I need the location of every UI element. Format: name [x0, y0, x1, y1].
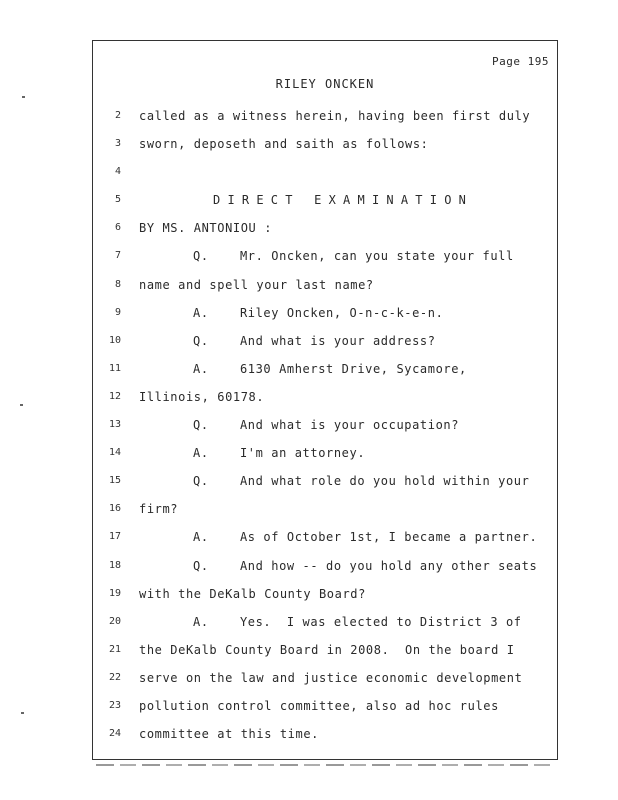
line-number: 16: [108, 503, 121, 515]
line-text: A. As of October 1st, I became a partner.: [193, 530, 538, 545]
line-text: pollution control committee, also ad hoc rules: [139, 698, 499, 713]
line-text: sworn, deposeth and saith as follows:: [139, 137, 429, 152]
line-text: Q. And what is your address?: [193, 333, 436, 348]
transcript-line: [93, 467, 559, 495]
line-number: 17: [108, 531, 121, 543]
transcript-line: [93, 608, 559, 636]
line-text: A. 6130 Amherst Drive, Sycamore,: [193, 361, 467, 376]
scan-artifact: [22, 96, 25, 98]
transcript-line: [93, 580, 559, 608]
line-number: 12: [108, 390, 121, 402]
line-text: name and spell your last name?: [139, 277, 374, 292]
line-number: 2: [114, 110, 121, 121]
line-number: 15: [108, 475, 121, 487]
transcript-line: [93, 355, 559, 383]
transcript-line: [93, 383, 559, 411]
line-number: 5: [114, 194, 121, 206]
line-text: Q. And what is your occupation?: [193, 418, 460, 433]
line-text: A. Yes. I was elected to District 3 of: [193, 614, 522, 629]
transcript-line: [93, 636, 559, 664]
line-text: called as a witness herein, having been first duly: [139, 109, 531, 123]
line-text: A. I'm an attorney.: [193, 446, 366, 461]
transcript-line: [93, 214, 559, 242]
transcript-line: [93, 439, 559, 467]
line-text: Q. And how -- do you hold any other seats: [193, 558, 538, 573]
line-number: 6: [114, 222, 121, 234]
line-text: Q. Mr. Oncken, can you state your full: [193, 249, 514, 264]
transcript-line: [93, 664, 559, 692]
transcript-line: [93, 523, 559, 551]
scan-artifact: [21, 712, 24, 714]
line-text: the DeKalb County Board in 2008. On the board I: [139, 642, 515, 657]
page-number: Page 195: [492, 55, 549, 68]
transcript-line: [93, 242, 559, 270]
line-number: 19: [108, 587, 121, 599]
witness-header: RILEY ONCKEN: [275, 77, 375, 91]
line-number: 11: [108, 362, 121, 374]
transcript-line: [93, 327, 559, 355]
transcript-line: [93, 692, 559, 720]
line-number: 9: [114, 306, 121, 318]
line-number: 21: [108, 643, 121, 655]
line-text: D I R E C T E X A M I N A T I O N: [213, 193, 466, 208]
bottom-scan-rule: [96, 764, 556, 766]
transcript-line: [93, 299, 559, 327]
line-number: 3: [114, 138, 121, 150]
line-number: 20: [108, 615, 121, 627]
transcript-lines: [93, 102, 559, 748]
line-number: 18: [108, 559, 121, 571]
line-text: committee at this time.: [139, 727, 319, 742]
transcript-line: [93, 186, 559, 214]
transcript-line: [93, 271, 559, 299]
line-number: 4: [114, 166, 121, 178]
transcript-line: [93, 158, 559, 186]
line-number: 22: [108, 671, 121, 683]
line-text: Illinois, 60178.: [139, 389, 265, 404]
line-text: firm?: [139, 502, 179, 517]
scan-artifact: [20, 404, 23, 406]
line-text: serve on the law and justice economic development: [139, 670, 523, 685]
line-number: 13: [108, 419, 121, 431]
line-text: A. Riley Oncken, O-n-c-k-e-n.: [193, 305, 444, 320]
line-text: BY MS. ANTONIOU :: [139, 221, 273, 236]
transcript-line: [93, 495, 559, 523]
transcript-line: [93, 411, 559, 439]
line-number: 24: [108, 728, 121, 740]
line-number: 10: [108, 334, 121, 346]
transcript-line: [93, 130, 559, 158]
line-number: 14: [108, 447, 121, 459]
line-number: 7: [114, 250, 121, 262]
transcript-page: [92, 40, 558, 760]
line-text: with the DeKalb County Board?: [139, 586, 366, 601]
line-text: Q. And what role do you hold within your: [193, 474, 530, 489]
line-number: 23: [108, 699, 121, 711]
transcript-line: [93, 102, 559, 130]
transcript-line: [93, 552, 559, 580]
transcript-line: [93, 720, 559, 748]
line-number: 8: [114, 278, 121, 290]
